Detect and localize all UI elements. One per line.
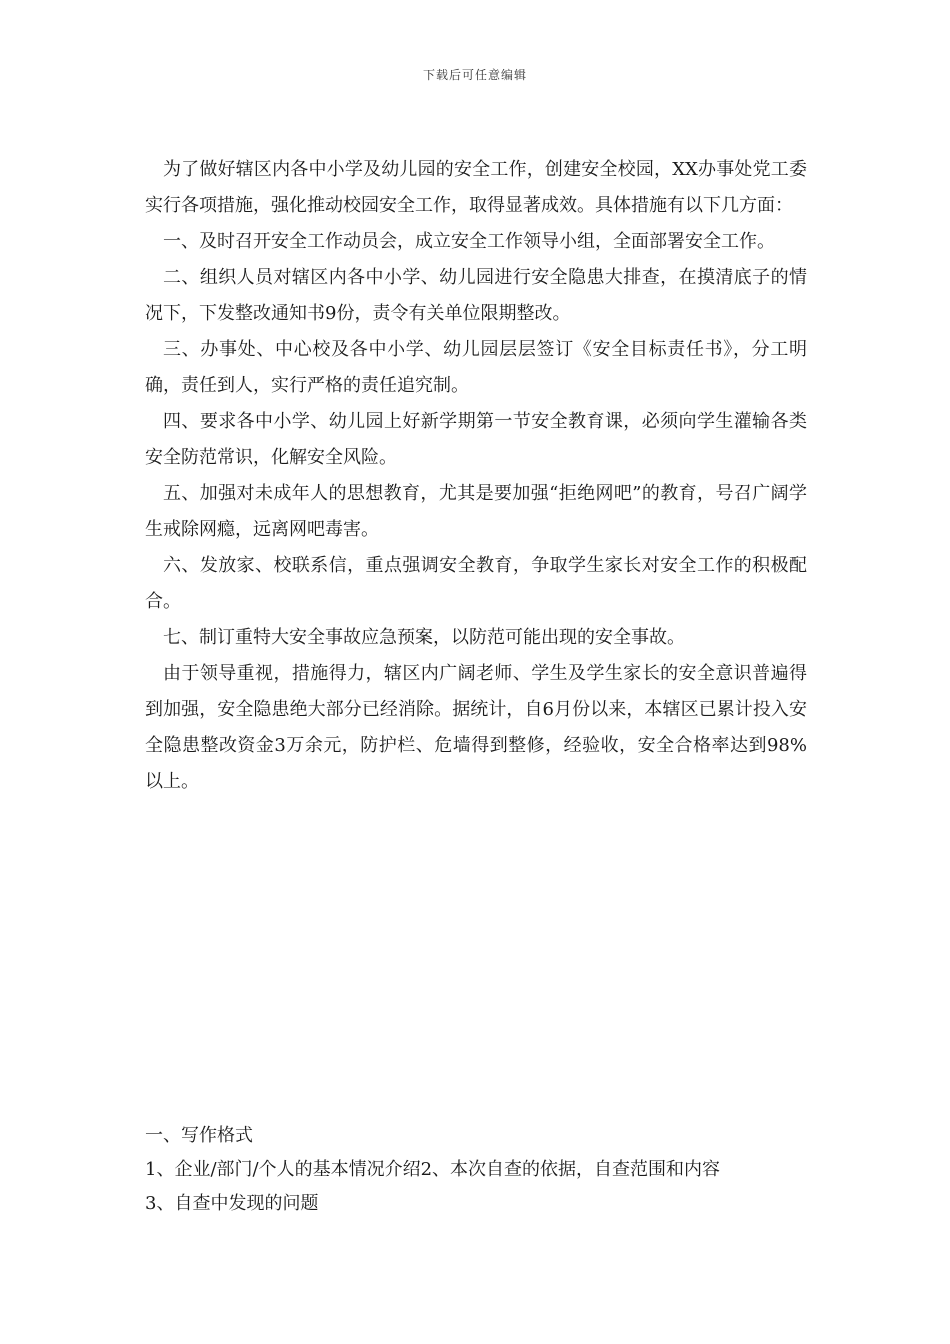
- paragraph-measure-7: 七、制订重特大安全事故应急预案，以防范可能出现的安全事故。: [163, 627, 685, 648]
- paragraph-intro: 为了做好辖区内各中小学及幼儿园的安全工作，创建安全校园，XX办事处党工委实行各项措施，强化推动校园安全工作，取得显著成效。具体措施有以下几方面：: [145, 159, 807, 216]
- format-line-2: 3、自查中发现的问题: [145, 1193, 319, 1214]
- paragraph-measure-2: 二、组织人员对辖区内各中小学、幼儿园进行安全隐患大排查，在摸清底子的情况下，下发整改通知书9份，责令有关单位限期整改。: [145, 267, 807, 324]
- paragraph-measure-5: 五、加强对未成年人的思想教育，尤其是要加强“拒绝网吧”的教育，号召广阔学生戒除网瘾，远离网吧毒害。: [145, 483, 807, 540]
- document-body: [145, 152, 807, 800]
- paragraph-measure-3: 三、办事处、中心校及各中小学、幼儿园层层签订《安全目标责任书》，分工明确，责任到人，实行严格的责任追究制。: [145, 339, 807, 396]
- paragraph-measure-1: 一、及时召开安全工作动员会，成立安全工作领导小组，全面部署安全工作。: [163, 231, 775, 252]
- format-heading: 一、写作格式: [145, 1125, 253, 1146]
- format-line-1: 1、企业/部门/个人的基本情况介绍2、本次自查的依据，自查范围和内容: [145, 1159, 721, 1180]
- paragraph-measure-6: 六、发放家、校联系信，重点强调安全教育，争取学生家长对安全工作的积极配合。: [145, 555, 807, 612]
- paragraph-measure-4: 四、要求各中小学、幼儿园上好新学期第一节安全教育课，必须向学生灌输各类安全防范常识，化解安全风险。: [145, 411, 807, 468]
- writing-format-section: [145, 1119, 807, 1221]
- header-note: 下载后可任意编辑: [422, 68, 527, 82]
- paragraph-conclusion: 由于领导重视，措施得力，辖区内广阔老师、学生及学生家长的安全意识普遍得到加强，安全隐患绝大部分已经消除。据统计，自6月份以来，本辖区已累计投入安全隐患整改资金3万余元，防护栏、危墙得到整修，经验收，安全合格率达到98%以上。: [145, 663, 807, 792]
